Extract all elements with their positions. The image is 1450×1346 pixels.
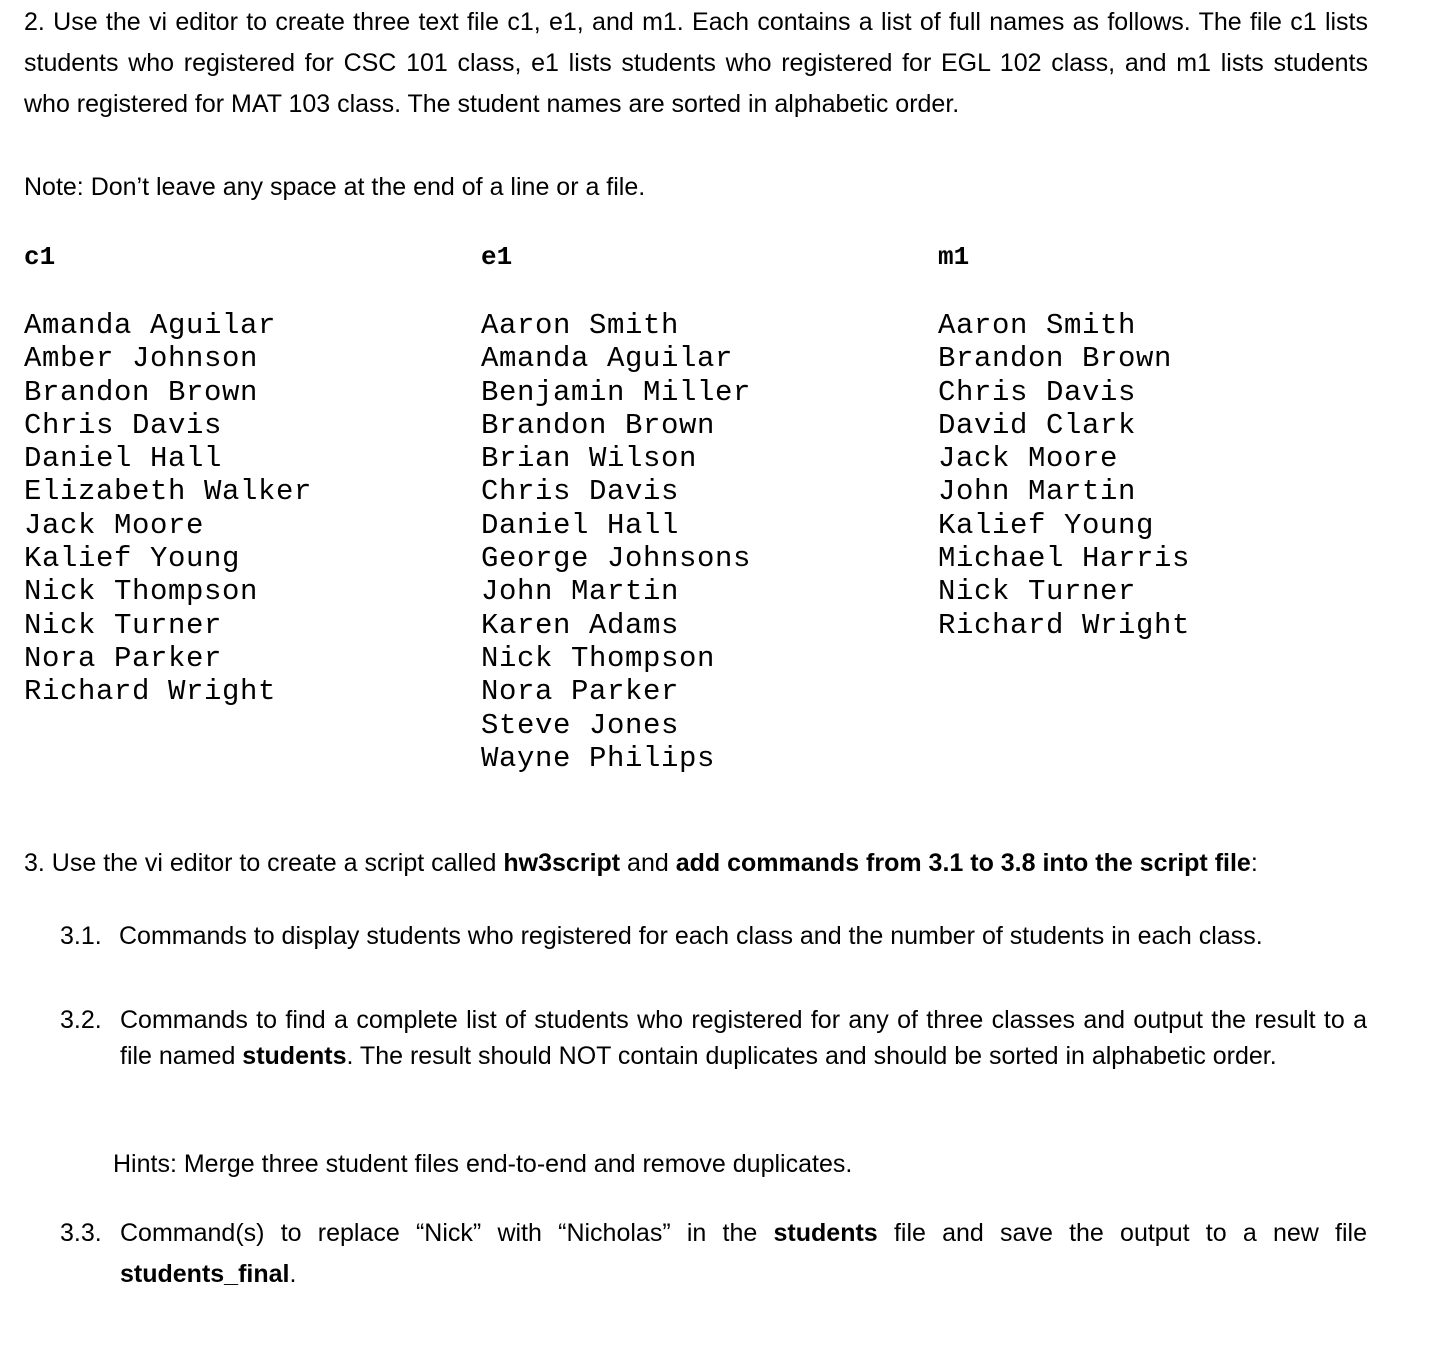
subtask-text-after: . <box>289 1260 297 1288</box>
note-text: Note: Don’t leave any space at the end of a line or a file. <box>24 173 646 201</box>
list-item: Brandon Brown <box>24 375 259 409</box>
list-item: Jack Moore <box>24 508 205 542</box>
file-e1-heading: e1 <box>481 242 513 272</box>
list-item: Chris Davis <box>24 408 223 442</box>
subtask-text-middle: file and save the output to a new file <box>877 1219 1367 1247</box>
list-item: Amanda Aguilar <box>24 309 277 342</box>
subtask-number: 3.1. <box>60 922 102 950</box>
list-item: Nora Parker <box>24 641 223 675</box>
list-item: David Clark <box>938 408 1137 442</box>
file-c1-student-list <box>24 309 312 709</box>
subtask-text-after: . The result should NOT contain duplicates and should be sorted in alphabetic order. <box>346 1042 1277 1070</box>
students-filename: students <box>242 1042 347 1070</box>
list-item: Richard Wright <box>938 608 1191 642</box>
list-item: George Johnsons <box>481 542 752 576</box>
list-item: Kalief Young <box>24 542 241 576</box>
list-item: Brian Wilson <box>481 442 698 476</box>
list-item: Michael Harris <box>938 542 1191 576</box>
file-m1-heading: m1 <box>938 242 970 272</box>
list-item: John Martin <box>938 475 1137 509</box>
list-item: Kalief Young <box>938 508 1155 542</box>
list-item: Richard Wright <box>24 675 277 709</box>
subtask-text: Commands to display students who registered for each class and the number of students in each class. <box>119 922 1263 950</box>
subtask-text <box>60 1002 1367 1074</box>
list-item: Elizabeth Walker <box>24 475 313 509</box>
list-item: Steve Jones <box>481 708 680 742</box>
list-item: Aaron Smith <box>938 309 1137 342</box>
list-item: Jack Moore <box>938 442 1119 476</box>
subtask-number: 3.3. <box>60 1219 102 1247</box>
list-item: Wayne Philips <box>481 741 716 775</box>
subtask-3-3 <box>60 1213 1367 1295</box>
file-c1-heading: c1 <box>24 242 56 272</box>
list-item: Benjamin Miller <box>481 375 752 409</box>
file-m1-student-list <box>938 309 1190 642</box>
list-item: Nick Thompson <box>24 575 259 609</box>
script-name: hw3script <box>503 849 621 877</box>
students-filename: students <box>773 1219 878 1247</box>
list-item: Aaron Smith <box>481 309 680 342</box>
hints-text: Hints: Merge three student files end-to-end and remove duplicates. <box>113 1150 853 1178</box>
students-final-filename: students_final <box>120 1260 290 1288</box>
question-2-text: 2. Use the vi editor to create three text file c1, e1, and m1. Each contains a list of full names as follows. The file c1 lists students who registered for CSC 101 class, e1 lists students who registered for EGL 102 class, and m1 lists students who registered for MAT 103 class. The student names are sorted in alphabetic order. <box>24 8 1368 118</box>
subtask-text-before: Commands to find a complete list of students who registered for any of three classes and output the result to a file named <box>120 1006 1367 1070</box>
subtask-text-before: Command(s) to replace “Nick” with “Nicholas” in the <box>120 1219 774 1247</box>
question-3-prefix: 3. Use the vi editor to create a script called <box>24 849 504 877</box>
list-item: Chris Davis <box>481 475 680 509</box>
list-item: Amanda Aguilar <box>481 342 734 376</box>
file-e1-student-list <box>481 309 751 775</box>
question-3-text <box>24 843 1258 884</box>
subtask-3-1 <box>60 918 1360 954</box>
subtask-text <box>60 1213 1367 1295</box>
list-item: Nick Thompson <box>481 641 716 675</box>
list-item: Daniel Hall <box>24 442 223 476</box>
list-item: Brandon Brown <box>481 408 716 442</box>
list-item: Amber Johnson <box>24 342 259 376</box>
question-3-middle: and <box>620 849 676 877</box>
list-item: Brandon Brown <box>938 342 1173 376</box>
list-item: John Martin <box>481 575 680 609</box>
list-item: Karen Adams <box>481 608 680 642</box>
list-item: Chris Davis <box>938 375 1137 409</box>
list-item: Daniel Hall <box>481 508 680 542</box>
question-3-bold-instruction: add commands from 3.1 to 3.8 into the script file <box>675 849 1251 877</box>
list-item: Nora Parker <box>481 675 680 709</box>
subtask-3-2 <box>60 1002 1367 1074</box>
list-item: Nick Turner <box>938 575 1137 609</box>
subtask-number: 3.2. <box>60 1006 102 1034</box>
question-3-suffix: : <box>1250 849 1258 877</box>
list-item: Nick Turner <box>24 608 223 642</box>
